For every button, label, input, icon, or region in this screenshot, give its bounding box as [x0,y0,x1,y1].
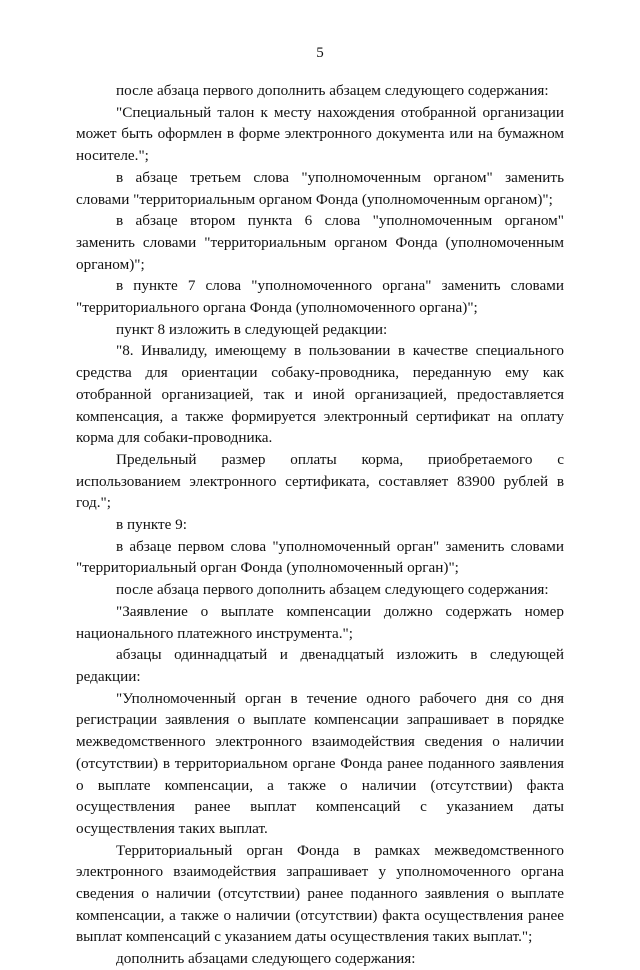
paragraph: в пункте 9: [116,516,187,534]
document-body [76,80,564,970]
paragraph: после абзаца первого дополнить абзацем следующего содержания: [116,581,549,599]
paragraph: в абзаце втором пункта 6 слова "уполномоченным органом" заменить словами "территориальным органом Фонда (уполномоченным органом)"; [76,212,564,273]
paragraph: "Специальный талон к месту нахождения отобранной организации может быть оформлен в форме электронного документа или на бумажном носителе."; [76,103,564,165]
paragraph: после абзаца первого дополнить абзацем следующего содержания: [116,82,549,99]
paragraph: в абзаце третьем слова "уполномоченным органом" заменить словами "территориальным органом Фонда (уполномоченным органом)"; [76,168,564,208]
paragraph: "Заявление о выплате компенсации должно содержать номер национального платежного инструмента."; [76,602,564,642]
paragraph: абзацы одиннадцатый и двенадцатый изложить в следующей редакции: [76,646,564,685]
page-number: 5 [316,45,324,61]
paragraph: дополнить абзацами следующего содержания: [116,950,416,968]
paragraph: Предельный размер оплаты корма, приобретаемого с использованием электронного сертификата, составляет 83900 рублей в год."; [76,450,564,512]
paragraph: "Уполномоченный орган в течение одного рабочего дня со дня регистрации заявления о выплате компенсации запрашивает в порядке межведомственного электронного взаимодействия сведения о наличии (отсутствии) в территориальном органе Фонда ранее поданного заявления о выплате компенсации, а также о наличии (отсутствии) факта осуществления ранее выплат компенсаций с указанием даты осуществления таких выплат. [76,689,564,837]
paragraph: пункт 8 изложить в следующей редакции: [116,320,388,338]
paragraph: в абзаце первом слова "уполномоченный орган" заменить словами "территориальный орган Фонда (уполномоченный орган)"; [76,537,564,577]
paragraph: "8. Инвалиду, имеющему в пользовании в качестве специального средства для ориентации собаку-проводника, переданную ему как отобранной организацией, так и иной организацией, предоставляется компенсация, а также формируется электронный сертификат на оплату корма для собаки-проводника. [76,342,564,447]
paragraph: Территориальный орган Фонда в рамках межведомственного электронного взаимодействия запрашивает у уполномоченного органа сведения о наличии (отсутствии) ранее поданного заявления о выплате компенсации, а также о наличии (отсутствии) факта осуществления ранее выплат компенсаций с указанием даты осуществления таких выплат."; [76,841,564,946]
paragraph: в пункте 7 слова "уполномоченного органа" заменить словами "территориального органа Фонда (уполномоченного органа)"; [76,277,564,317]
